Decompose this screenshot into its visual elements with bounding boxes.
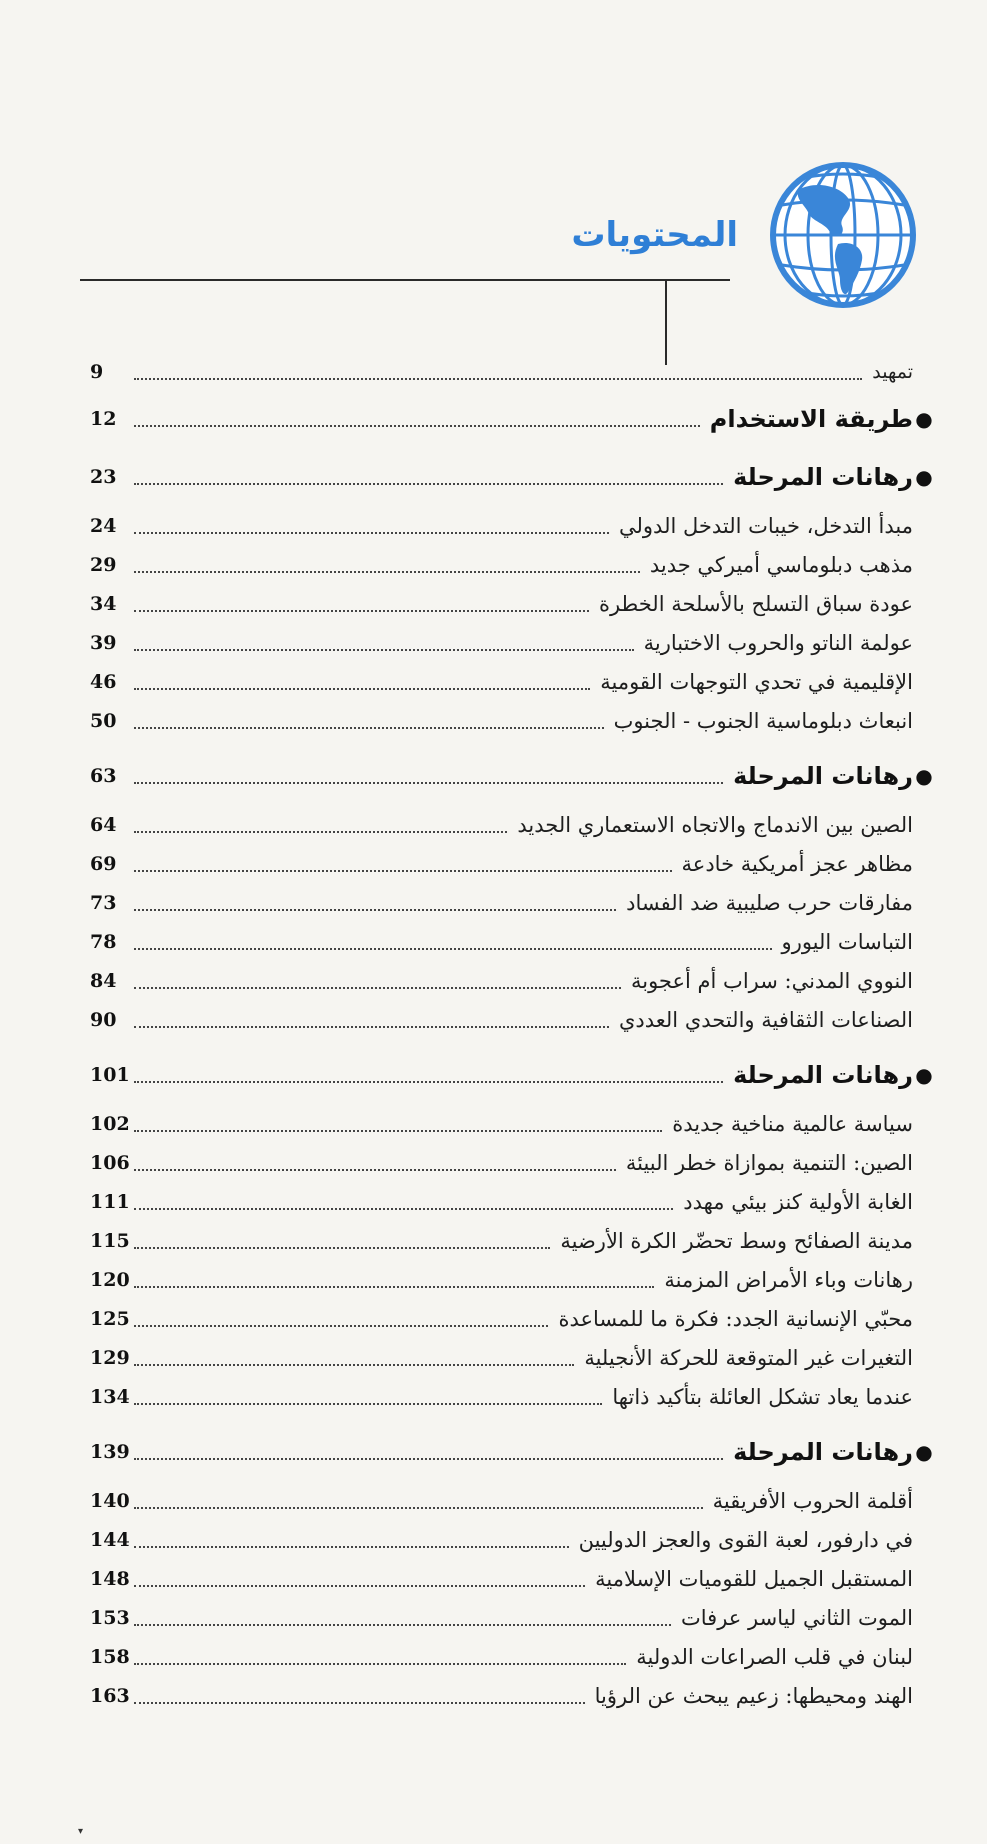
dot-leader — [134, 1247, 550, 1249]
toc-entry — [90, 1107, 935, 1141]
toc-page-number: 111 — [90, 1191, 130, 1213]
toc-title: مظاهر عجز أمريكية خادعة — [681, 852, 913, 876]
toc-title: الصين بين الاندماج والاتجاه الاستعماري الجديد — [517, 813, 913, 837]
toc-title: التغيرات غير المتوقعة للحركة الأنجيلية — [584, 1346, 913, 1370]
dot-leader — [134, 1081, 723, 1083]
toc-page-number: 29 — [90, 554, 117, 576]
toc-title: الموت الثاني لياسر عرفات — [681, 1606, 913, 1630]
toc-page-number: 101 — [90, 1064, 130, 1086]
toc-title: رهانات وباء الأمراض المزمنة — [664, 1268, 913, 1292]
toc-title: عندما يعاد تشكل العائلة بتأكيد ذاتها — [612, 1385, 913, 1409]
toc-entry — [90, 1003, 935, 1037]
toc-page-number: 158 — [90, 1646, 130, 1668]
toc-title: مفارقات حرب صليبية ضد الفساد — [626, 891, 913, 915]
bullet-icon: ● — [915, 1440, 933, 1464]
toc-entry — [90, 626, 935, 660]
toc-entry — [90, 1263, 935, 1297]
toc-entry — [90, 1146, 935, 1180]
toc-section — [90, 1058, 935, 1092]
dot-leader — [134, 1130, 662, 1132]
toc-title: مذهب دبلوماسي أميركي جديد — [649, 553, 913, 577]
bullet-icon: ● — [915, 764, 933, 788]
toc-title: الصين: التنمية بموازاة خطر البيئة — [625, 1151, 913, 1175]
toc-title: مبدأ التدخل، خيبات التدخل الدولي — [619, 514, 913, 538]
bullet-icon: ● — [915, 407, 933, 431]
dot-leader — [134, 1169, 616, 1171]
toc-entry — [90, 1484, 935, 1518]
toc-title: طريقة الاستخدام — [709, 405, 913, 433]
dot-leader — [134, 571, 640, 573]
toc-page-number: 63 — [90, 765, 117, 787]
dot-leader — [134, 1325, 548, 1327]
toc-entry — [90, 355, 935, 389]
toc-page-number: 9 — [90, 361, 104, 383]
toc-entry — [90, 964, 935, 998]
toc-section — [90, 460, 935, 494]
toc-title: الإقليمية في تحدي التوجهات القومية — [600, 670, 913, 694]
toc-entry — [90, 1562, 935, 1596]
toc-entry — [90, 509, 935, 543]
dot-leader — [134, 532, 609, 534]
toc-section — [90, 402, 935, 436]
dot-leader — [134, 909, 616, 911]
toc-entry — [90, 925, 935, 959]
dot-leader — [134, 1702, 585, 1704]
dot-leader — [134, 1364, 574, 1366]
toc-title: مدينة الصفائح وسط تحضّر الكرة الأرضية — [560, 1229, 913, 1253]
toc-section — [90, 1435, 935, 1469]
toc-title: لبنان في قلب الصراعات الدولية — [636, 1645, 913, 1669]
toc-entry — [90, 1185, 935, 1219]
toc-title: رهانات المرحلة — [733, 463, 913, 491]
toc-heading: المحتويات — [571, 215, 738, 255]
toc-title: عودة سباق التسلح بالأسلحة الخطرة — [598, 592, 913, 616]
dot-leader — [134, 987, 621, 989]
toc-title: رهانات المرحلة — [733, 1438, 913, 1466]
toc-entry — [90, 1302, 935, 1336]
toc-title: التباسات اليورو — [781, 930, 913, 954]
bullet-icon: ● — [915, 1063, 933, 1087]
dot-leader — [134, 1286, 654, 1288]
toc-title: الهند ومحيطها: زعيم يبحث عن الرؤيا — [594, 1684, 913, 1708]
toc-entry — [90, 665, 935, 699]
toc-page-number: 78 — [90, 931, 117, 953]
toc-title: الصناعات الثقافية والتحدي العددي — [618, 1008, 913, 1032]
toc-page-number: 144 — [90, 1529, 130, 1551]
toc-page-number: 24 — [90, 515, 117, 537]
toc-page-number: 46 — [90, 671, 117, 693]
dot-leader — [134, 425, 700, 427]
toc-page-number: 69 — [90, 853, 117, 875]
dot-leader — [134, 483, 723, 485]
toc-entry — [90, 704, 935, 738]
toc-title: سياسة عالمية مناخية جديدة — [672, 1112, 913, 1136]
dot-leader — [134, 870, 672, 872]
page-mark: ▾ — [78, 1826, 84, 1837]
dot-leader — [134, 1507, 703, 1509]
dot-leader — [134, 610, 589, 612]
dot-leader — [134, 1546, 569, 1548]
toc-page-number: 106 — [90, 1152, 130, 1174]
toc-page-number: 64 — [90, 814, 117, 836]
toc-page-number: 129 — [90, 1347, 130, 1369]
toc-title: تمهيد — [872, 361, 913, 383]
toc-section — [90, 759, 935, 793]
toc-page-number: 34 — [90, 593, 117, 615]
toc-title: رهانات المرحلة — [733, 1061, 913, 1089]
dot-leader — [134, 831, 507, 833]
toc-page-number: 39 — [90, 632, 117, 654]
globe-icon — [768, 160, 918, 310]
toc-page-number: 140 — [90, 1490, 130, 1512]
toc-title: الغابة الأولية كنز بيئي مهدد — [683, 1190, 913, 1214]
dot-leader — [134, 1458, 723, 1460]
dot-leader — [134, 948, 772, 950]
dot-leader — [134, 1663, 626, 1665]
dot-leader — [134, 649, 634, 651]
heading-rule — [80, 279, 730, 281]
toc-page-number: 139 — [90, 1441, 130, 1463]
dot-leader — [134, 1403, 602, 1405]
toc-page-number: 115 — [90, 1230, 130, 1252]
dot-leader — [134, 378, 862, 380]
toc-title: محبّي الإنسانية الجدد: فكرة ما للمساعدة — [558, 1307, 913, 1331]
toc-entry — [90, 1640, 935, 1674]
toc-entry — [90, 886, 935, 920]
toc-title: أقلمة الحروب الأفريقية — [712, 1489, 913, 1513]
dot-leader — [134, 1624, 671, 1626]
toc-entry — [90, 1601, 935, 1635]
toc-entry — [90, 548, 935, 582]
dot-leader — [134, 727, 604, 729]
toc-entry — [90, 1224, 935, 1258]
toc-title: انبعاث دبلوماسية الجنوب - الجنوب — [613, 709, 913, 733]
toc-entry — [90, 1523, 935, 1557]
toc-page-number: 50 — [90, 710, 117, 732]
toc-entry — [90, 587, 935, 621]
dot-leader — [134, 688, 590, 690]
toc-page-number: 148 — [90, 1568, 130, 1590]
toc-entry — [90, 1380, 935, 1414]
bullet-icon: ● — [915, 465, 933, 489]
toc-page-number: 163 — [90, 1685, 130, 1707]
toc-title: في دارفور، لعبة القوى والعجز الدوليين — [578, 1528, 913, 1552]
toc-entry — [90, 1679, 935, 1713]
toc-page-number: 12 — [90, 408, 117, 430]
dot-leader — [134, 1208, 673, 1210]
toc-page-number: 134 — [90, 1386, 130, 1408]
toc-page-number: 90 — [90, 1009, 117, 1031]
toc-page-number: 73 — [90, 892, 117, 914]
dot-leader — [134, 1585, 585, 1587]
toc-title: رهانات المرحلة — [733, 762, 913, 790]
toc-entry — [90, 847, 935, 881]
toc-page-number: 153 — [90, 1607, 130, 1629]
toc-page-number: 102 — [90, 1113, 130, 1135]
dot-leader — [134, 1026, 609, 1028]
toc-page-number: 120 — [90, 1269, 130, 1291]
toc-entry — [90, 1341, 935, 1375]
dot-leader — [134, 782, 723, 784]
toc-title: عولمة الناتو والحروب الاختبارية — [643, 631, 913, 655]
toc-page-number: 125 — [90, 1308, 130, 1330]
heading-rule-vertical — [665, 279, 667, 365]
toc-entry — [90, 808, 935, 842]
toc-page-number: 23 — [90, 466, 117, 488]
toc-title: المستقبل الجميل للقوميات الإسلامية — [595, 1567, 913, 1591]
toc-title: النووي المدني: سراب أم أعجوبة — [630, 969, 913, 993]
toc-page-number: 84 — [90, 970, 117, 992]
